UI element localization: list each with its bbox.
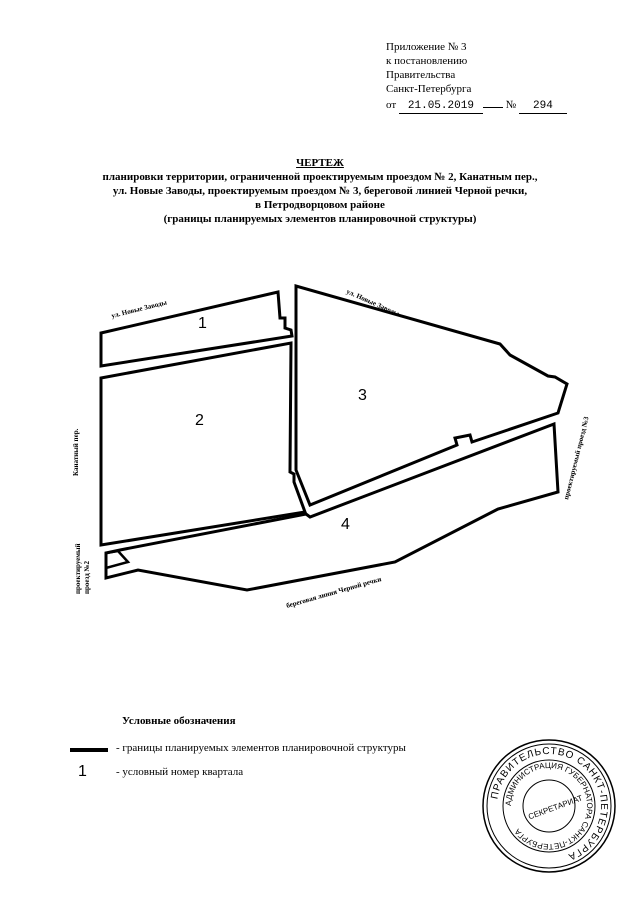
title-line-3: в Петродворцовом районе [255, 199, 385, 211]
street-label-proezd2-line2: проезд №2 [83, 560, 91, 594]
seal-middle-text: АДМИНИСТРАЦИЯ ГУБЕРНАТОРА САНКТ-ПЕТЕРБУРГА [503, 760, 595, 852]
legend-title: Условные обозначения [122, 715, 236, 727]
quarter-number-3: 3 [358, 387, 367, 404]
seal-outer-text: ПРАВИТЕЛЬСТВО САНКТ-ПЕТЕРБУРГА [489, 745, 610, 863]
annex-date: 21.05.2019 [399, 99, 483, 114]
quarter-4-boundary [106, 424, 558, 590]
street-label-proezd2-line1: проектируемый [74, 543, 82, 594]
seal-center-text: СЕКРЕТАРИАТ [527, 793, 584, 822]
quarter-number-2: 2 [195, 412, 204, 429]
number-prefix: № [505, 99, 517, 111]
legend-number-sample: 1 [78, 763, 87, 780]
annex-line-3: Правительства [386, 69, 456, 81]
quarter-4-appendix [106, 551, 128, 568]
title-line-4: (границы планируемых элементов планировочной структуры) [163, 213, 477, 225]
street-label-novye-zavody-left: ул. Новые Заводы [110, 298, 168, 320]
annex-number: 294 [519, 99, 567, 114]
street-label-shoreline: береговая линия Черной речки [285, 575, 383, 610]
legend-boundary-text: - границы планируемых элементов планировочной структуры [116, 742, 406, 754]
street-label-kanatny: Канатный пер. [72, 428, 80, 476]
quarter-1-boundary [101, 292, 292, 366]
annex-line-1: Приложение № 3 [386, 41, 467, 53]
annex-line-2: к постановлению [386, 55, 468, 67]
title-line-2: ул. Новые Заводы, проектируемым проездом № 3, береговой линией Черной речки, [112, 185, 528, 197]
title-line-1: планировки территории, ограниченной проектируемым проездом № 2, Канатным пер., [102, 171, 538, 183]
street-label-novye-zavody-right: ул. Новые Заводы [345, 287, 401, 318]
title-main: ЧЕРТЕЖ [296, 157, 344, 169]
seal-stamp [483, 740, 615, 872]
quarter-number-1: 1 [198, 315, 207, 332]
legend-number-text: - условный номер квартала [116, 766, 244, 778]
quarter-2-boundary [101, 343, 305, 545]
street-label-proezd3: проектируемый проезд №3 [562, 415, 591, 501]
date-prefix: от [386, 99, 397, 111]
quarter-number-4: 4 [341, 516, 350, 533]
street-labels [72, 288, 591, 610]
annex-line-4: Санкт-Петербурга [386, 83, 472, 95]
legend-boundary-sample [70, 748, 108, 752]
